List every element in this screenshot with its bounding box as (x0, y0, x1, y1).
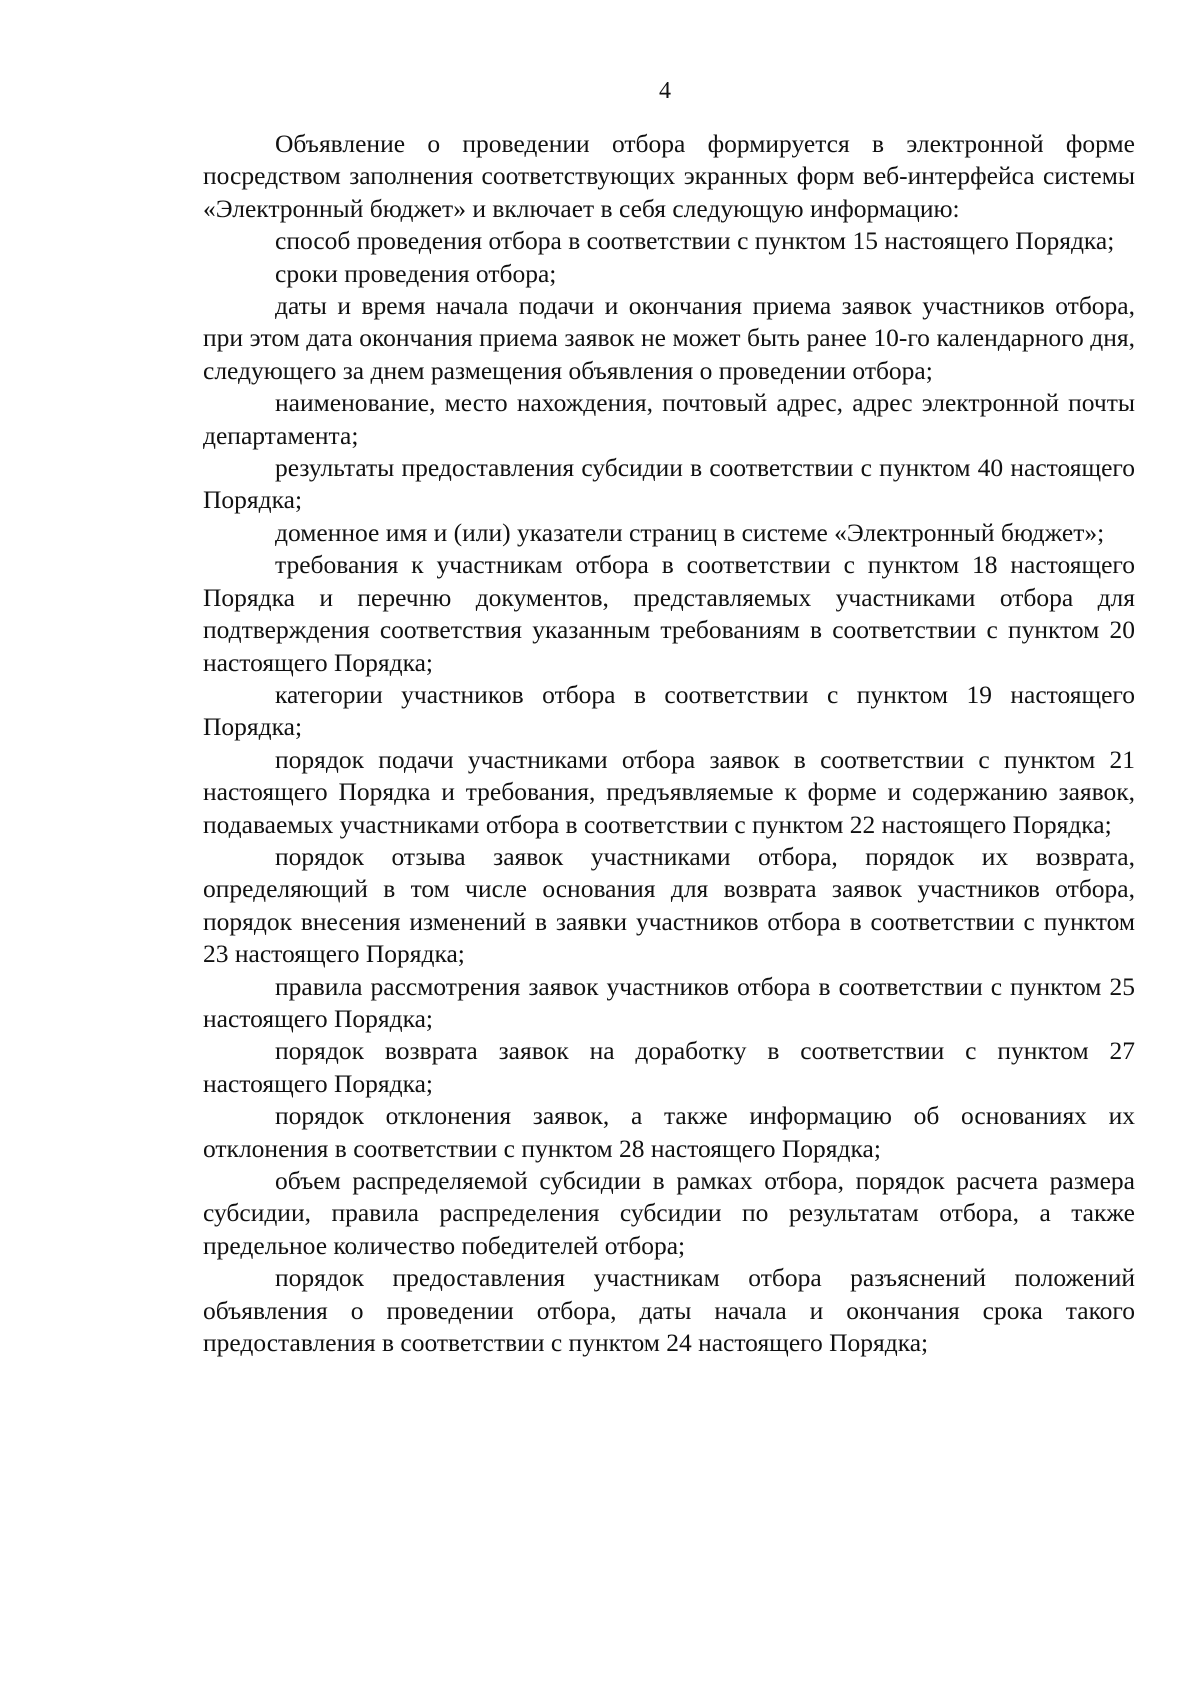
paragraph: объем распределяемой субсидии в рамках отбора, порядок расчета размера субсидии, правила распределения субсидии по результатам отбора, а также предельное количество победителей отбора; (203, 1166, 1135, 1260)
paragraph: даты и время начала подачи и окончания приема заявок участников отбора, при этом дата окончания приема заявок не может быть ранее 10-го календарного дня, следующего за днем размещения объявления о проведении отбора; (203, 291, 1135, 385)
paragraph: доменное имя и (или) указатели страниц в системе «Электронный бюджет»; (275, 517, 1105, 547)
page-number: 4 (659, 78, 671, 104)
paragraph: порядок предоставления участникам отбора разъяснений положений объявления о проведении отбора, даты начала и окончания срока такого предоставления в соответствии с пунктом 24 настоящего Порядка; (203, 1263, 1135, 1358)
paragraph: порядок возврата заявок на доработку в соответствии с пунктом 27 настоящего Порядка; (203, 1036, 1135, 1098)
paragraph: результаты предоставления субсидии в соответствии с пунктом 40 настоящего Порядка; (203, 453, 1135, 515)
paragraph: Объявление о проведении отбора формируется в электронной форме посредством заполнения соответствующих экранных форм веб-интерфейса системы «Электронный бюджет» и включает в себя следующую информацию: (203, 129, 1135, 223)
paragraph: правила рассмотрения заявок участников отбора в соответствии с пунктом 25 настоящего Порядка; (203, 971, 1135, 1033)
document-body (203, 128, 1135, 1359)
paragraph: способ проведения отбора в соответствии с пунктом 15 настоящего Порядка; (275, 226, 1115, 256)
paragraph: порядок подачи участниками отбора заявок в соответствии с пунктом 21 настоящего Порядка и требования, предъявляемые к форме и содержанию заявок, подаваемых участниками отбора в соответствии с пунктом 22 настоящего Порядка; (203, 744, 1135, 839)
paragraph: порядок отзыва заявок участниками отбора, порядок их возврата, определяющий в том числе основания для возврата заявок участников отбора, порядок внесения изменений в заявки участников отбора в соответствии с пунктом 23 настоящего Порядка; (203, 841, 1135, 969)
paragraph: сроки проведения отбора; (275, 258, 557, 288)
paragraph: категории участников отбора в соответствии с пунктом 19 настоящего Порядка; (203, 679, 1135, 742)
paragraph: требования к участникам отбора в соответствии с пунктом 18 настоящего Порядка и перечню документов, представляемых участниками отбора для подтверждения соответствия указанным требованиям в соответствии с пунктом 20 настоящего Порядка; (203, 550, 1135, 677)
paragraph: порядок отклонения заявок, а также информацию об основаниях их отклонения в соответствии с пунктом 28 настоящего Порядка; (203, 1101, 1135, 1163)
paragraph: наименование, место нахождения, почтовый адрес, адрес электронной почты департамента; (203, 388, 1135, 450)
